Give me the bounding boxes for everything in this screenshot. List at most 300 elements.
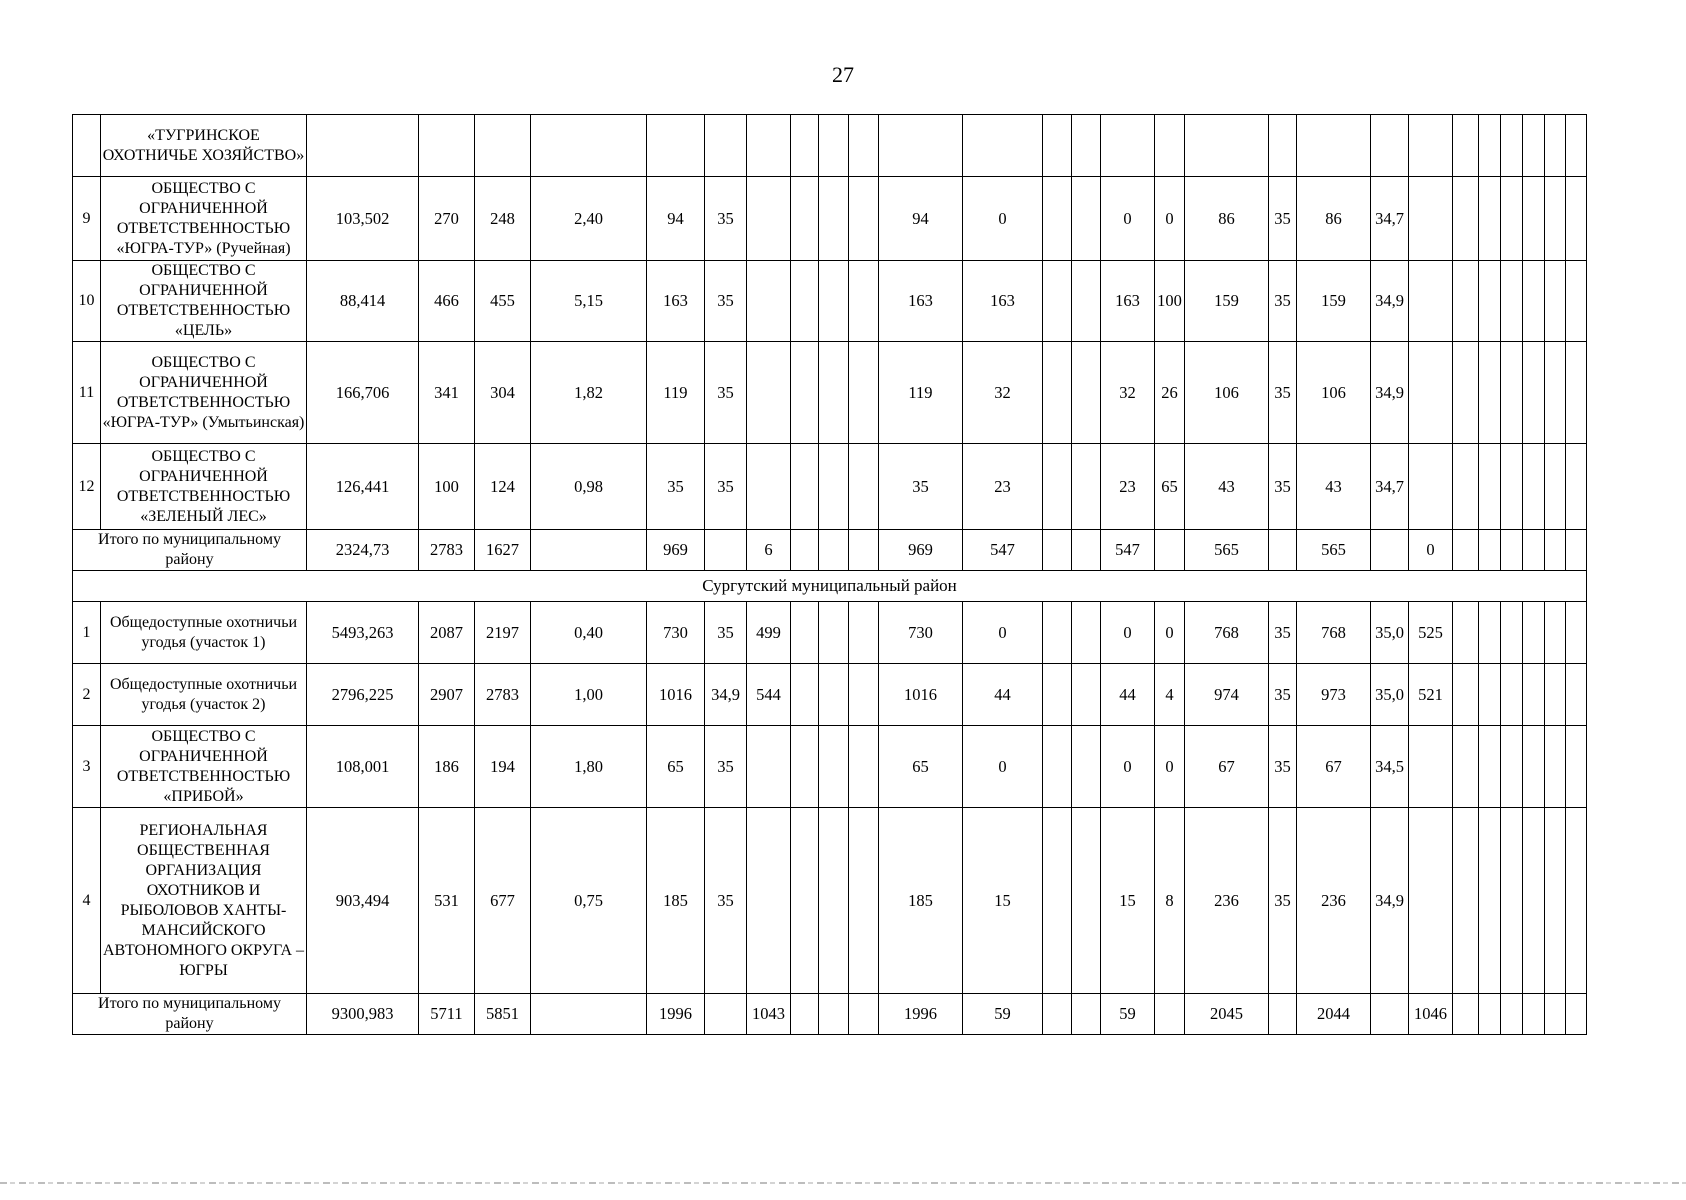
value-cell (1545, 530, 1566, 571)
value-cell: 1,82 (531, 342, 647, 444)
value-cell: 0,98 (531, 444, 647, 530)
value-cell: 1996 (879, 994, 963, 1035)
value-cell (1043, 530, 1072, 571)
value-cell: 730 (647, 602, 705, 664)
value-cell: 1046 (1409, 994, 1453, 1035)
value-cell (1409, 444, 1453, 530)
value-cell: 531 (419, 808, 475, 994)
organization-name: Общедоступные охотничьи угодья (участок 2) (101, 664, 307, 726)
value-cell: 34,7 (1371, 177, 1409, 261)
organization-name: «ТУГРИНСКОЕ ОХОТНИЧЬЕ ХОЗЯЙСТВО» (101, 115, 307, 177)
value-cell: 163 (647, 261, 705, 342)
value-cell: 2087 (419, 602, 475, 664)
value-cell (819, 808, 849, 994)
value-cell: 2044 (1297, 994, 1371, 1035)
total-label: Итого по муниципальному району (73, 994, 307, 1035)
value-cell (1043, 994, 1072, 1035)
value-cell (1072, 726, 1101, 808)
value-cell: 35,0 (1371, 664, 1409, 726)
value-cell: 35 (1269, 664, 1297, 726)
value-cell (819, 994, 849, 1035)
value-cell: 2045 (1185, 994, 1269, 1035)
value-cell (1479, 664, 1501, 726)
value-cell (791, 994, 819, 1035)
value-cell (1545, 342, 1566, 444)
value-cell (1479, 602, 1501, 664)
value-cell (849, 530, 879, 571)
value-cell: 0 (1155, 602, 1185, 664)
value-cell: 194 (475, 726, 531, 808)
value-cell: 974 (1185, 664, 1269, 726)
value-cell (1269, 530, 1297, 571)
value-cell (1043, 115, 1072, 177)
value-cell (1453, 530, 1479, 571)
value-cell: 1043 (747, 994, 791, 1035)
scan-edge-line (0, 1182, 1686, 1184)
value-cell: 768 (1297, 602, 1371, 664)
value-cell: 2907 (419, 664, 475, 726)
value-cell (531, 994, 647, 1035)
row-number: 12 (73, 444, 101, 530)
value-cell (1101, 115, 1155, 177)
value-cell: 1016 (879, 664, 963, 726)
value-cell (791, 808, 819, 994)
value-cell: 124 (475, 444, 531, 530)
value-cell: 15 (1101, 808, 1155, 994)
value-cell (1043, 261, 1072, 342)
value-cell: 88,414 (307, 261, 419, 342)
value-cell: 248 (475, 177, 531, 261)
value-cell: 94 (879, 177, 963, 261)
value-cell (1566, 444, 1587, 530)
value-cell: 26 (1155, 342, 1185, 444)
value-cell (819, 342, 849, 444)
organization-name: ОБЩЕСТВО С ОГРАНИЧЕННОЙ ОТВЕТСТВЕННОСТЬЮ «ПРИБОЙ» (101, 726, 307, 808)
value-cell (1523, 530, 1545, 571)
table-row (73, 602, 1587, 664)
value-cell: 521 (1409, 664, 1453, 726)
value-cell (1453, 994, 1479, 1035)
value-cell: 108,001 (307, 726, 419, 808)
value-cell: 185 (647, 808, 705, 994)
value-cell: 35 (1269, 342, 1297, 444)
value-cell (1523, 115, 1545, 177)
value-cell: 159 (1297, 261, 1371, 342)
value-cell (1479, 444, 1501, 530)
row-number: 1 (73, 602, 101, 664)
value-cell (1453, 444, 1479, 530)
value-cell (1043, 177, 1072, 261)
table-row (73, 808, 1587, 994)
organization-name: ОБЩЕСТВО С ОГРАНИЧЕННОЙ ОТВЕТСТВЕННОСТЬЮ «ЦЕЛЬ» (101, 261, 307, 342)
value-cell (791, 726, 819, 808)
row-number: 10 (73, 261, 101, 342)
value-cell (647, 115, 705, 177)
value-cell (1269, 994, 1297, 1035)
value-cell (791, 342, 819, 444)
value-cell: 43 (1297, 444, 1371, 530)
value-cell (531, 115, 647, 177)
value-cell (1566, 530, 1587, 571)
value-cell: 106 (1185, 342, 1269, 444)
value-cell (1297, 115, 1371, 177)
value-cell (1409, 342, 1453, 444)
value-cell (1155, 530, 1185, 571)
value-cell: 59 (963, 994, 1043, 1035)
value-cell: 35 (705, 342, 747, 444)
value-cell: 163 (963, 261, 1043, 342)
value-cell (1545, 726, 1566, 808)
value-cell: 9300,983 (307, 994, 419, 1035)
value-cell: 34,9 (1371, 342, 1409, 444)
value-cell (1072, 115, 1101, 177)
hunting-grounds-table (72, 114, 1587, 1035)
value-cell (849, 664, 879, 726)
value-cell: 1016 (647, 664, 705, 726)
value-cell: 32 (963, 342, 1043, 444)
value-cell (1453, 261, 1479, 342)
value-cell (1501, 261, 1523, 342)
value-cell: 2197 (475, 602, 531, 664)
value-cell: 1,00 (531, 664, 647, 726)
value-cell: 973 (1297, 664, 1371, 726)
value-cell: 35 (879, 444, 963, 530)
value-cell (1479, 177, 1501, 261)
organization-name: Общедоступные охотничьи угодья (участок 1) (101, 602, 307, 664)
value-cell: 2783 (475, 664, 531, 726)
value-cell (791, 664, 819, 726)
value-cell: 65 (879, 726, 963, 808)
value-cell (1523, 444, 1545, 530)
value-cell: 455 (475, 261, 531, 342)
value-cell: 35 (705, 444, 747, 530)
value-cell (849, 444, 879, 530)
value-cell (1072, 342, 1101, 444)
value-cell: 35 (705, 177, 747, 261)
value-cell: 103,502 (307, 177, 419, 261)
value-cell (963, 115, 1043, 177)
value-cell: 34,9 (705, 664, 747, 726)
value-cell (1479, 726, 1501, 808)
value-cell: 119 (879, 342, 963, 444)
value-cell: 341 (419, 342, 475, 444)
value-cell: 163 (879, 261, 963, 342)
value-cell (1501, 115, 1523, 177)
value-cell (1566, 664, 1587, 726)
value-cell (849, 342, 879, 444)
value-cell (849, 602, 879, 664)
value-cell (1371, 530, 1409, 571)
value-cell: 35,0 (1371, 602, 1409, 664)
value-cell (791, 530, 819, 571)
value-cell: 166,706 (307, 342, 419, 444)
total-row (73, 994, 1587, 1035)
section-title: Сургутский муниципальный район (73, 571, 1587, 602)
value-cell: 15 (963, 808, 1043, 994)
value-cell (1043, 602, 1072, 664)
value-cell (819, 177, 849, 261)
value-cell: 5851 (475, 994, 531, 1035)
value-cell: 65 (647, 726, 705, 808)
value-cell: 768 (1185, 602, 1269, 664)
value-cell: 86 (1297, 177, 1371, 261)
value-cell (1545, 444, 1566, 530)
value-cell (747, 444, 791, 530)
value-cell (1072, 261, 1101, 342)
value-cell: 100 (1155, 261, 1185, 342)
value-cell (1269, 115, 1297, 177)
organization-name: ОБЩЕСТВО С ОГРАНИЧЕННОЙ ОТВЕТСТВЕННОСТЬЮ «ЗЕЛЕНЫЙ ЛЕС» (101, 444, 307, 530)
value-cell (747, 115, 791, 177)
value-cell: 0 (963, 726, 1043, 808)
value-cell (1043, 808, 1072, 994)
table-row (73, 664, 1587, 726)
value-cell (1566, 808, 1587, 994)
value-cell (849, 261, 879, 342)
value-cell: 186 (419, 726, 475, 808)
table-row (73, 342, 1587, 444)
table-row (73, 261, 1587, 342)
value-cell (1501, 808, 1523, 994)
value-cell (1523, 261, 1545, 342)
value-cell (1072, 444, 1101, 530)
value-cell: 35 (705, 261, 747, 342)
value-cell: 35 (1269, 444, 1297, 530)
organization-name: ОБЩЕСТВО С ОГРАНИЧЕННОЙ ОТВЕТСТВЕННОСТЬЮ «ЮГРА-ТУР» (Ручейная) (101, 177, 307, 261)
value-cell (1409, 115, 1453, 177)
value-cell: 0 (1409, 530, 1453, 571)
value-cell: 35 (1269, 808, 1297, 994)
total-label: Итого по муниципальному району (73, 530, 307, 571)
value-cell (1155, 994, 1185, 1035)
value-cell: 34,9 (1371, 808, 1409, 994)
value-cell: 65 (1155, 444, 1185, 530)
value-cell: 163 (1101, 261, 1155, 342)
value-cell: 499 (747, 602, 791, 664)
value-cell (1523, 994, 1545, 1035)
value-cell (791, 177, 819, 261)
value-cell: 32 (1101, 342, 1155, 444)
value-cell (747, 177, 791, 261)
value-cell (1479, 530, 1501, 571)
value-cell: 2796,225 (307, 664, 419, 726)
value-cell: 67 (1297, 726, 1371, 808)
value-cell (1501, 530, 1523, 571)
value-cell: 35 (705, 602, 747, 664)
value-cell (1072, 177, 1101, 261)
value-cell (747, 808, 791, 994)
value-cell (1523, 342, 1545, 444)
value-cell (1501, 342, 1523, 444)
value-cell: 67 (1185, 726, 1269, 808)
value-cell: 5493,263 (307, 602, 419, 664)
value-cell: 6 (747, 530, 791, 571)
value-cell: 1627 (475, 530, 531, 571)
value-cell: 466 (419, 261, 475, 342)
value-cell (1453, 726, 1479, 808)
table-row (73, 444, 1587, 530)
value-cell (1566, 177, 1587, 261)
value-cell (1479, 342, 1501, 444)
value-cell (1545, 177, 1566, 261)
value-cell: 0 (1155, 726, 1185, 808)
value-cell: 969 (647, 530, 705, 571)
value-cell (1545, 664, 1566, 726)
value-cell (1523, 177, 1545, 261)
value-cell (1523, 808, 1545, 994)
value-cell: 44 (1101, 664, 1155, 726)
value-cell (1371, 994, 1409, 1035)
value-cell (819, 115, 849, 177)
value-cell: 2324,73 (307, 530, 419, 571)
value-cell (1185, 115, 1269, 177)
value-cell: 35 (1269, 726, 1297, 808)
value-cell: 86 (1185, 177, 1269, 261)
value-cell: 0 (963, 177, 1043, 261)
value-cell: 5711 (419, 994, 475, 1035)
value-cell (819, 444, 849, 530)
value-cell: 270 (419, 177, 475, 261)
value-cell (1453, 602, 1479, 664)
value-cell (1072, 808, 1101, 994)
row-number: 11 (73, 342, 101, 444)
value-cell: 2,40 (531, 177, 647, 261)
value-cell: 44 (963, 664, 1043, 726)
value-cell (1566, 602, 1587, 664)
value-cell (1566, 115, 1587, 177)
row-number: 3 (73, 726, 101, 808)
total-row (73, 530, 1587, 571)
value-cell (1479, 261, 1501, 342)
value-cell (1453, 808, 1479, 994)
value-cell: 0,75 (531, 808, 647, 994)
value-cell (1566, 994, 1587, 1035)
value-cell (705, 115, 747, 177)
value-cell: 0 (1101, 177, 1155, 261)
value-cell: 35 (705, 726, 747, 808)
value-cell: 94 (647, 177, 705, 261)
value-cell (1479, 808, 1501, 994)
value-cell: 969 (879, 530, 963, 571)
value-cell (1043, 342, 1072, 444)
value-cell: 43 (1185, 444, 1269, 530)
value-cell (1501, 994, 1523, 1035)
value-cell (1043, 444, 1072, 530)
value-cell (705, 530, 747, 571)
table-row (73, 726, 1587, 808)
value-cell: 35 (1269, 177, 1297, 261)
table-row (73, 115, 1587, 177)
section-header-row (73, 571, 1587, 602)
value-cell: 34,7 (1371, 444, 1409, 530)
value-cell: 2783 (419, 530, 475, 571)
value-cell: 5,15 (531, 261, 647, 342)
value-cell (1479, 994, 1501, 1035)
value-cell (849, 726, 879, 808)
value-cell (1409, 177, 1453, 261)
value-cell (1409, 726, 1453, 808)
value-cell (849, 177, 879, 261)
value-cell (1072, 664, 1101, 726)
value-cell (1371, 115, 1409, 177)
value-cell (1501, 602, 1523, 664)
table-row (73, 177, 1587, 261)
value-cell: 34,5 (1371, 726, 1409, 808)
value-cell (419, 115, 475, 177)
value-cell (819, 530, 849, 571)
value-cell: 565 (1185, 530, 1269, 571)
value-cell: 126,441 (307, 444, 419, 530)
value-cell (747, 342, 791, 444)
value-cell: 730 (879, 602, 963, 664)
value-cell (1453, 115, 1479, 177)
value-cell (819, 602, 849, 664)
row-number: 4 (73, 808, 101, 994)
value-cell (1523, 664, 1545, 726)
row-number (73, 115, 101, 177)
value-cell: 34,9 (1371, 261, 1409, 342)
value-cell: 0 (963, 602, 1043, 664)
value-cell (849, 808, 879, 994)
value-cell (747, 261, 791, 342)
value-cell: 1996 (647, 994, 705, 1035)
value-cell: 304 (475, 342, 531, 444)
value-cell (1501, 664, 1523, 726)
value-cell: 8 (1155, 808, 1185, 994)
value-cell (1523, 602, 1545, 664)
value-cell: 4 (1155, 664, 1185, 726)
value-cell: 525 (1409, 602, 1453, 664)
value-cell (705, 994, 747, 1035)
value-cell: 544 (747, 664, 791, 726)
value-cell (1409, 261, 1453, 342)
value-cell: 59 (1101, 994, 1155, 1035)
value-cell: 0,40 (531, 602, 647, 664)
value-cell (1072, 994, 1101, 1035)
value-cell (1545, 115, 1566, 177)
value-cell: 677 (475, 808, 531, 994)
value-cell (475, 115, 531, 177)
row-number: 2 (73, 664, 101, 726)
value-cell (531, 530, 647, 571)
row-number: 9 (73, 177, 101, 261)
value-cell (791, 602, 819, 664)
value-cell: 159 (1185, 261, 1269, 342)
value-cell (1566, 726, 1587, 808)
value-cell: 119 (647, 342, 705, 444)
value-cell (819, 664, 849, 726)
value-cell (819, 261, 849, 342)
value-cell (791, 115, 819, 177)
value-cell: 35 (1269, 261, 1297, 342)
value-cell (849, 115, 879, 177)
value-cell (1545, 808, 1566, 994)
value-cell: 547 (1101, 530, 1155, 571)
value-cell (747, 726, 791, 808)
value-cell (1501, 726, 1523, 808)
value-cell (849, 994, 879, 1035)
page-number: 27 (832, 62, 854, 87)
value-cell: 1,80 (531, 726, 647, 808)
value-cell (819, 726, 849, 808)
value-cell: 35 (1269, 602, 1297, 664)
value-cell: 100 (419, 444, 475, 530)
value-cell (1043, 726, 1072, 808)
value-cell: 903,494 (307, 808, 419, 994)
value-cell (307, 115, 419, 177)
organization-name: ОБЩЕСТВО С ОГРАНИЧЕННОЙ ОТВЕТСТВЕННОСТЬЮ «ЮГРА-ТУР» (Умытьинская) (101, 342, 307, 444)
value-cell: 565 (1297, 530, 1371, 571)
